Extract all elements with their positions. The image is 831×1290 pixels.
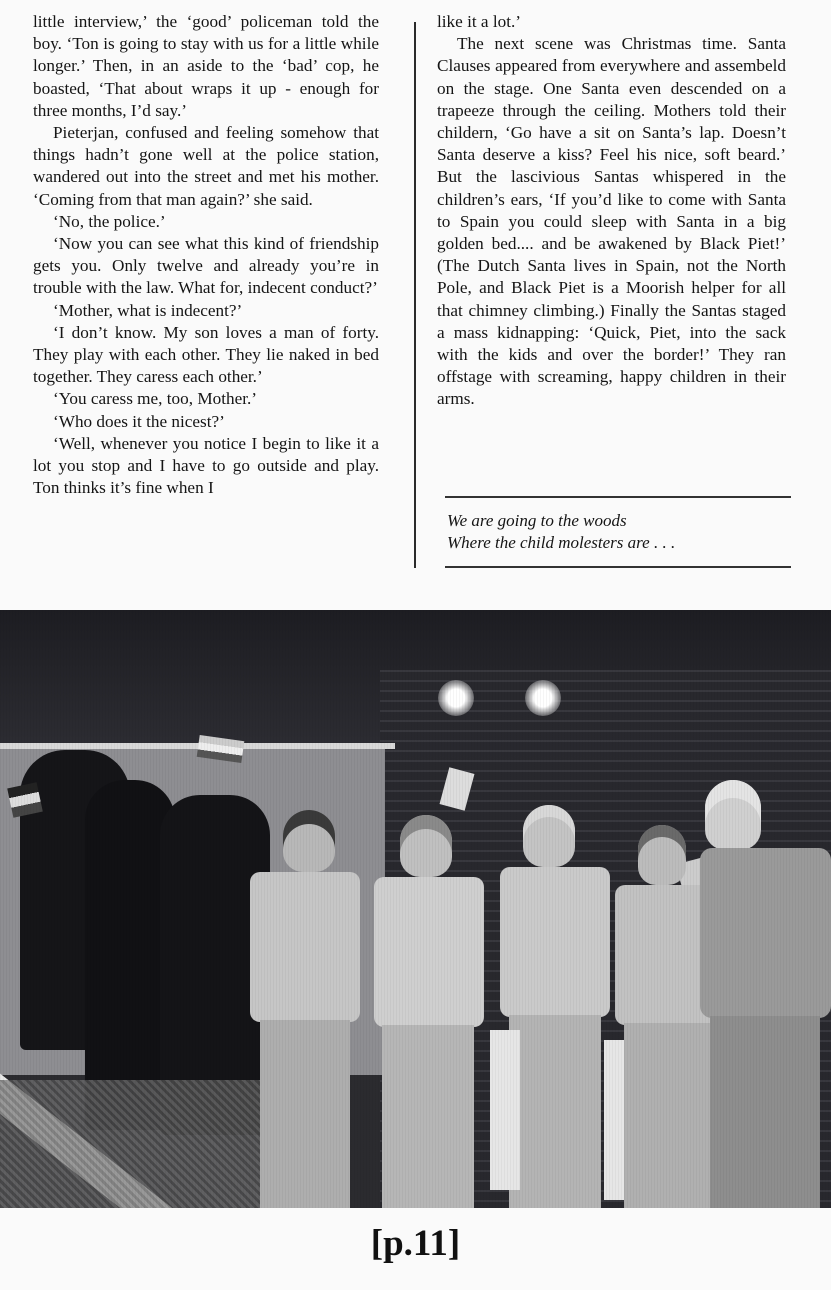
paragraph: ‘Mother, what is indecent?’	[53, 300, 243, 320]
page-number: [p.11]	[370, 1223, 461, 1264]
text-column-left	[33, 11, 379, 499]
verse-line: Where the child molesters are . . .	[447, 533, 676, 552]
paragraph: ‘Now you can see what this kind of friendship gets you. Only twelve and already you’re in trouble with the law. What for, indecent conduct?’	[33, 234, 379, 298]
paragraph: ‘You caress me, too, Mother.’	[53, 389, 257, 409]
paragraph: Pieterjan, confused and feeling somehow that things hadn’t gone well at the police station, wandered out into the street and met his mother. ‘Coming from that man again?’ she said.	[33, 123, 379, 209]
paragraph: like it a lot.’	[437, 12, 522, 31]
paragraph: little interview,’ the ‘good’ policeman told the boy. ‘Ton is going to stay with us for a little while longer.’ Then, in an aside to the ‘bad’ cop, he boasted, ‘That about wraps it up - enough for three months, I’d say.’	[33, 12, 379, 120]
stage-photo	[0, 610, 831, 1208]
text-column-right	[437, 11, 786, 411]
verse-quote	[447, 510, 791, 554]
verse-line: We are going to the woods	[447, 511, 627, 530]
paragraph: The next scene was Christmas time. Santa Clauses appeared from everywhere and assembeld on the stage. One Santa even descended on a trapeeze through the ceiling. Mothers told their childern, ‘Go have a sit on Santa’s lap. Doesn’t Santa deserve a kiss? Feel his nice, soft beard.’ But the lascivious Santas whispered in the children’s ears, ‘If you’d like to come with Santa to Spain you could sleep with Santa in a big golden bed.... and be awakened by Black Piet!’ (The Dutch Santa lives in Spain, not the North Pole, and Black Piet is a Moorish helper for all that chimney climbing.) Finally the Santas staged a mass kidnapping: ‘Quick, Piet, into the sack with the kids and over the border!’ They ran offstage with screaming, happy children in their arms.	[437, 34, 786, 409]
verse-rule-bottom	[445, 566, 791, 568]
paragraph: ‘I don’t know. My son loves a man of forty. They play with each other. They lie naked in bed together. They caress each other.’	[33, 322, 379, 387]
verse-rule-top	[445, 496, 791, 498]
paragraph: ‘No, the police.’	[53, 211, 166, 231]
paragraph: ‘Well, whenever you notice I begin to like it a lot you stop and I have to go outside and play. Ton thinks it’s fine when I	[33, 433, 379, 498]
paragraph: ‘Who does it the nicest?’	[53, 411, 225, 431]
column-divider	[414, 22, 416, 568]
